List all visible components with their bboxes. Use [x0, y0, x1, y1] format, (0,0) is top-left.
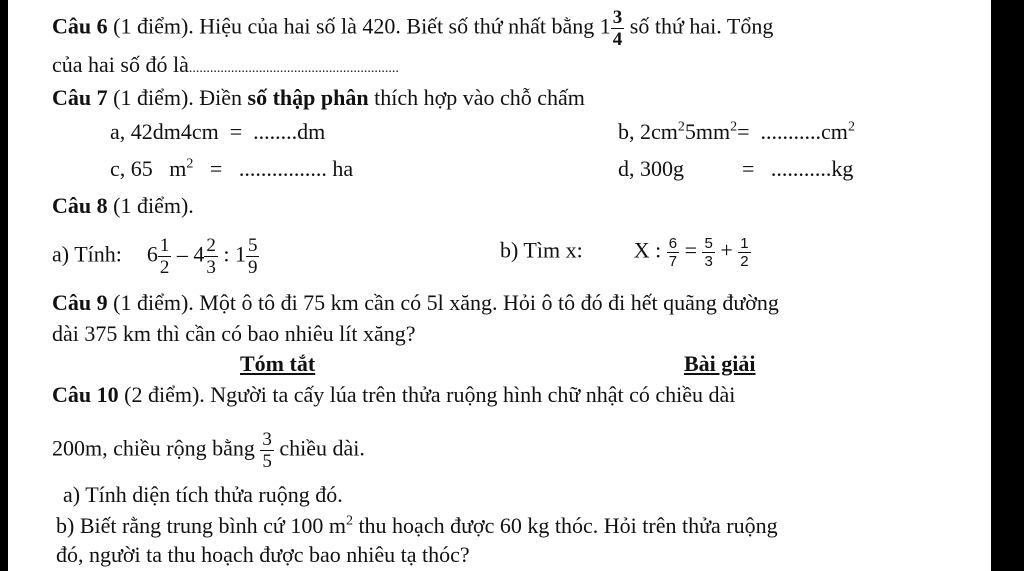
q8-a-den3: 9: [247, 257, 258, 278]
q10-part-b-line2: đó, người ta thu hoạch được bao nhiêu tạ thóc?: [56, 542, 470, 567]
q8-b-num3: 1: [740, 235, 749, 252]
q8-a-whole1: 6: [146, 241, 158, 267]
q8-b-frac3: [738, 236, 750, 269]
q9-solution-heading: Bài giải: [684, 351, 756, 376]
q8-a-num1: 1: [159, 235, 170, 256]
q6-whole: 1: [599, 13, 611, 39]
q9-label: Câu 9: [52, 290, 108, 315]
q10-part-b-sup: 2: [345, 513, 353, 529]
q6-line1: [52, 8, 773, 49]
q6-mixed-number: [600, 8, 625, 49]
q7-item-b: [618, 119, 855, 145]
q7-a-unit: dm: [297, 119, 326, 144]
q9-summary-heading: Tóm tắt: [240, 351, 316, 376]
q6-line2: [52, 52, 399, 82]
q7-a-left: a, 42dm4cm =: [110, 119, 254, 144]
q9-line2-text: dài 375 km thì cần có bao nhiêu lít xăng?: [52, 321, 416, 346]
q8-b-eq: =: [684, 237, 697, 263]
q8-b-num1: 6: [668, 235, 678, 252]
q7-b-sup2: 2: [730, 119, 738, 135]
q7-b-eq: =: [737, 119, 761, 144]
q8-b-plus: +: [720, 237, 733, 263]
q8-a-frac1: [158, 236, 172, 277]
q8-b-frac2: [702, 236, 714, 269]
q10-label: Câu 10: [52, 382, 119, 407]
q6-line2-text: của hai số đó là: [52, 52, 189, 77]
q6-points: (1 điểm).: [113, 13, 194, 39]
q8-part-b: [500, 236, 751, 269]
q7-b-blank: ...........: [760, 119, 822, 144]
q10-fraction: [260, 430, 274, 471]
q7-d-unit: kg: [831, 156, 854, 181]
q8-a-label: a) Tính:: [52, 241, 122, 267]
q9-text: Một ô tô đi 75 km cần có 5l xăng. Hỏi ô tô đó đi hết quãng đường: [199, 290, 779, 315]
q10-text: Người ta cấy lúa trên thửa ruộng hình chữ nhật có chiều dài: [210, 382, 736, 407]
q7-c-blank: ................: [238, 156, 327, 181]
q7-item-d: [618, 156, 853, 182]
q7-label: Câu 7: [52, 85, 108, 110]
q7-c-unit: ha: [326, 156, 354, 181]
q8-a-frac2: [204, 236, 218, 277]
q8-a-num3: 5: [247, 235, 258, 256]
q10-line2: [52, 430, 365, 471]
q8-points: (1 điểm).: [113, 193, 194, 218]
q8-a-op2: : 1: [223, 241, 246, 267]
q8-b-frac1: [667, 236, 679, 269]
q7-c-sup: 2: [186, 156, 194, 172]
q7-d-blank: ...........: [770, 156, 832, 181]
q8-b-label: b) Tìm x:: [500, 237, 583, 263]
q7-b-sup1: 2: [677, 119, 685, 135]
q10-num: 3: [262, 429, 272, 450]
q8-a-frac3: [246, 236, 260, 277]
q7-item-a: [110, 119, 325, 145]
q8-a-den2: 3: [206, 257, 216, 278]
q9-line2: [52, 321, 416, 347]
q8-b-den3: 2: [740, 253, 749, 270]
q7-text-3: thích hợp vào chỗ chấm: [374, 85, 585, 110]
q10-line2a: 200m, chiều rộng bằng: [52, 435, 255, 461]
q7-text-1: Điền: [199, 85, 243, 110]
q8-a-den1: 2: [159, 257, 170, 278]
q7-c-left: c, 65 m: [110, 156, 187, 181]
q6-fraction: [611, 8, 625, 49]
q8-b-x: X :: [633, 237, 662, 263]
q10-line1: [52, 382, 735, 408]
q10-den: 5: [262, 451, 272, 472]
q9-points: (1 điểm).: [113, 290, 194, 315]
q7-b-sup3: 2: [847, 119, 855, 135]
q8-heading: [52, 193, 194, 219]
q10-part-b: [56, 513, 778, 539]
q8-b-den2: 3: [704, 253, 713, 270]
q8-a-op1: – 4: [176, 241, 205, 267]
q6-blank: ............................................................: [188, 61, 399, 76]
q6-den: 4: [612, 29, 623, 50]
q6-text-b: số thứ hai. Tổng: [629, 13, 774, 39]
q10-line2b: chiều dài.: [279, 435, 365, 461]
q7-a-blank: ........: [253, 119, 298, 144]
q7-points: (1 điểm).: [113, 85, 194, 110]
worksheet-page: [8, 0, 991, 571]
q7-c-eq: =: [193, 156, 239, 181]
q10-part-a: a) Tính diện tích thửa ruộng đó.: [63, 482, 343, 507]
q7-heading: [52, 85, 585, 111]
q7-d-eq: =: [742, 156, 771, 181]
q7-d-left: d, 300g: [618, 156, 684, 181]
q10-part-b2: thu hoạch được 60 kg thóc. Hỏi trên thửa ruộng: [352, 513, 778, 538]
q8-b-den1: 7: [668, 253, 678, 270]
q6-text-a: Hiệu của hai số là 420. Biết số thứ nhất bằng: [199, 13, 595, 39]
q9-line1: [52, 290, 779, 316]
q7-item-c: [110, 156, 353, 182]
q8-part-a: [52, 236, 259, 277]
q8-b-num2: 5: [704, 235, 713, 252]
q7-b-mid: 5mm: [684, 119, 731, 144]
q8-a-num2: 2: [206, 235, 216, 256]
q7-text-bold: số thập phân: [247, 85, 369, 110]
q8-label: Câu 8: [52, 193, 108, 218]
q7-b-left: b, 2cm: [618, 119, 678, 144]
q10-part-b1: b) Biết rằng trung bình cứ 100 m: [56, 513, 346, 538]
q6-num: 3: [612, 7, 623, 28]
q6-label: Câu 6: [52, 13, 108, 39]
q10-points: (2 điểm).: [124, 382, 205, 407]
q7-b-unit: cm: [821, 119, 848, 144]
